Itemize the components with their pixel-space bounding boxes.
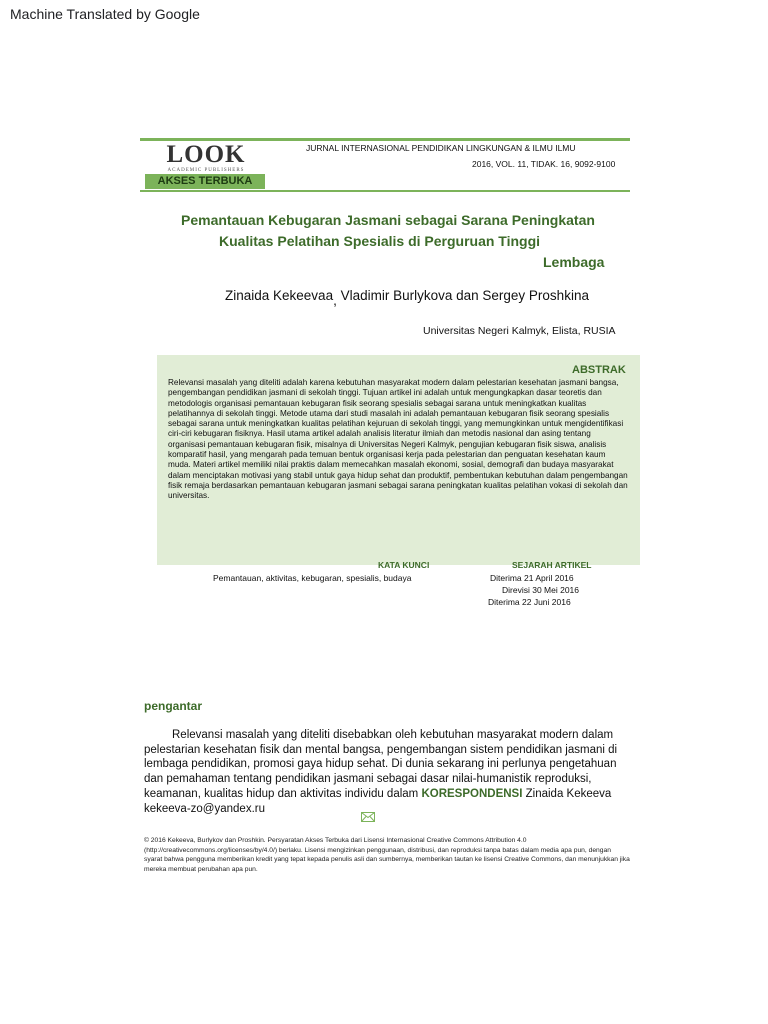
title-line: Pemantauan Kebugaran Jasmani sebagai Sarana Peningkatan bbox=[181, 212, 595, 228]
article-title bbox=[140, 210, 606, 273]
publisher-logo bbox=[166, 143, 246, 173]
history-accepted: Diterima 22 Juni 2016 bbox=[488, 597, 571, 607]
abstract-text: Relevansi masalah yang diteliti adalah karena kebutuhan masyarakat modern dalam pelestarian kesehatan jasmani bangsa, pengembangan pendidikan jasmani di sekolah tinggi. Tujuan artikel ini adalah untuk mengungkapkan dasar teoretis dan metodologis organisasi pemantauan kebugaran fisik seorang spesialis sebagai sarana untuk meningkatkan kualitas pelatihannya di sekolah tinggi. Metode utama dari studi masalah ini adalah pemantauan kebugaran fisik seorang spesialis sebagai sarana untuk meningkatkan kualitas pelatihan kejuruan di sekolah tinggi, yang memungkinkan untuk mengidentifikasi ciri-ciri kebugaran fisiknya. Hasil utama artikel adalah analisis literatur ilmiah dan metodis nasional dan asing tentang organisasi pemantauan kebugaran fisik, misalnya di Universitas Negeri Kalmyk, pengujian kebugaran fisik siswa, analisis komparatif hasil, yang mengarah pada temuan bentuk organisasi kerja pada pelestarian dan penguatan kesehatan kaum muda. Materi artikel memiliki nilai praktis dalam memecahkan masalah ekonomi, sosial, demografi dan budaya masyarakat dalam menciptakan motivasi yang stabil untuk gaya hidup sehat dan produktif, pembentukan kebutuhan dalam pengembangan fisik remaja berdasarkan pemantauan kebugaran jasmani sebagai sarana peningkatan kualitas pelatihan vokasi di sekolah dan universitas. bbox=[168, 378, 628, 501]
keywords-heading: KATA KUNCI bbox=[378, 560, 430, 570]
machine-translated-banner: Machine Translated by Google bbox=[10, 6, 200, 22]
open-access-label: AKSES TERBUKA bbox=[157, 175, 253, 187]
author-rest: Vladimir Burlykova dan Sergey Proshkina bbox=[336, 288, 589, 303]
author-separator: , bbox=[333, 293, 337, 308]
intro-line: lembaga pendidikan, promosi gaya hidup sehat. Di dunia sekarang ini perlunya pengetahuan bbox=[144, 758, 617, 771]
envelope-icon bbox=[361, 812, 375, 822]
intro-line bbox=[144, 787, 624, 802]
intro-heading: pengantar bbox=[144, 699, 203, 713]
abstract-heading: ABSTRAK bbox=[572, 364, 626, 376]
affiliation: Universitas Negeri Kalmyk, Elista, RUSIA bbox=[423, 325, 616, 337]
keywords-text: Pemantauan, aktivitas, kebugaran, spesialis, budaya bbox=[213, 573, 412, 583]
intro-line: pelestarian kesehatan fisik dan mental bangsa, pengembangan sistem pendidikan jasmani di bbox=[144, 743, 618, 756]
author-list bbox=[225, 288, 589, 308]
header-rule-bottom bbox=[140, 190, 630, 192]
copyright-notice: © 2016 Kekeeva, Burlykov dan Proshkin. Persyaratan Akses Terbuka dari Lisensi Internasional Creative Commons Attribution 4.0 (http://creativecommons.org/licenses/by/4.0/) berlaku. Lisensi mengizinkan penggunaan, distribusi, dan reproduksi tanpa batas dalam media apa pun, dengan syarat bahwa pengguna memberikan kredit yang tepat kepada penulis asli dan sumbernya, memberikan tautan ke lisensi Creative Commons, dan menunjukkan jika mereka membuat perubahan apa pun. bbox=[144, 837, 630, 873]
correspondence-email[interactable]: kekeeva-zo@yandex.ru bbox=[144, 802, 265, 815]
intro-line-text: keamanan, kualitas hidup dan aktivitas individu dalam bbox=[144, 787, 422, 800]
intro-line: dan pemahaman tentang pendidikan jasmani sebagai dasar nilai-humanistik reproduksi, bbox=[144, 773, 592, 786]
correspondence-label: KORESPONDENSI bbox=[421, 787, 523, 800]
journal-volume: 2016, VOL. 11, TIDAK. 16, 9092-9100 bbox=[472, 159, 616, 169]
author-first: Zinaida Kekeevaa bbox=[225, 288, 334, 303]
intro-paragraph bbox=[144, 728, 624, 816]
history-received: Diterima 21 April 2016 bbox=[490, 573, 574, 583]
title-line: Kualitas Pelatihan Spesialis di Perguruan Tinggi bbox=[219, 233, 541, 249]
intro-line: Relevansi masalah yang diteliti disebabkan oleh kebutuhan masyarakat modern dalam bbox=[172, 729, 614, 741]
journal-name: JURNAL INTERNASIONAL PENDIDIKAN LINGKUNGAN & ILMU ILMU bbox=[306, 143, 576, 153]
history-revised: Direvisi 30 Mei 2016 bbox=[502, 585, 580, 595]
logo-subtitle: ACADEMIC PUBLISHERS bbox=[167, 168, 245, 173]
title-line: Lembaga bbox=[543, 254, 605, 270]
history-heading: SEJARAH ARTIKEL bbox=[512, 560, 592, 570]
correspondence-name: Zinaida Kekeeva bbox=[522, 787, 612, 800]
logo-wordmark: LOOK bbox=[166, 141, 246, 168]
